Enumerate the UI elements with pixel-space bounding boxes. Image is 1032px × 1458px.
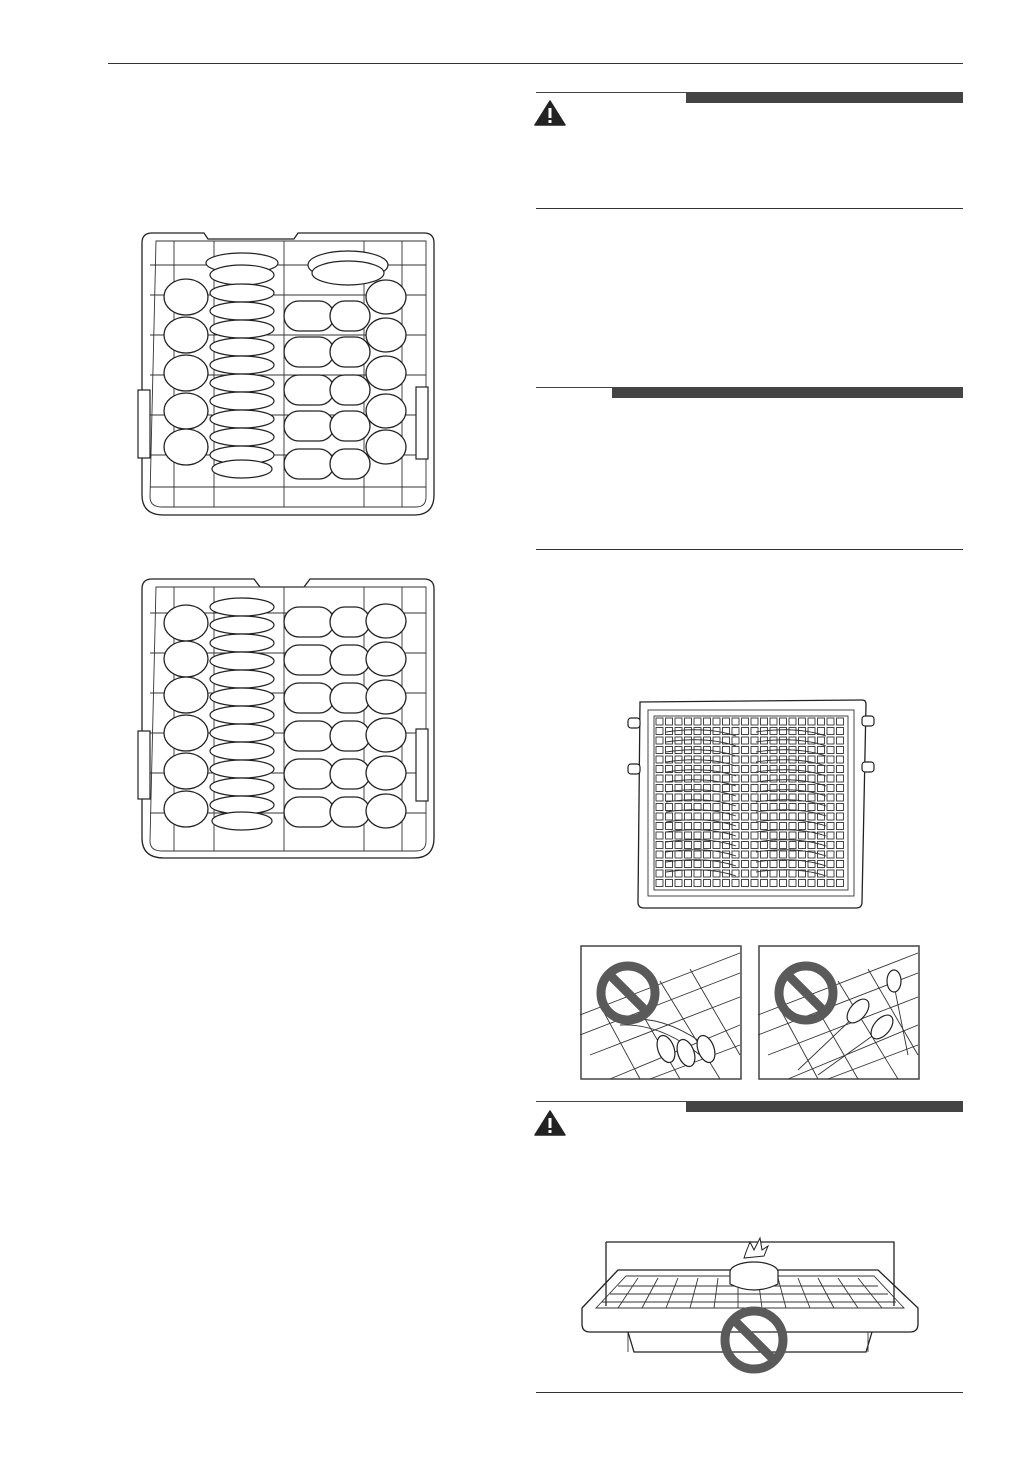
tray-grid-cell [742,766,749,773]
tray-grid-cell [694,737,701,744]
tray-grid-cell [685,861,692,868]
tray-grid-cell [675,842,682,849]
tray-grid-cell [675,823,682,830]
tray-grid-cell [837,861,844,868]
tray-grid-cell [713,804,720,811]
tray-grid-cell [827,823,834,830]
upper-rack-illustration-1 [134,225,444,520]
tray-grid-cell [799,794,806,801]
tray-grid-cell [789,851,796,858]
tray-grid-cell [704,766,711,773]
tray-grid-cell [656,804,663,811]
tray-grid-cell [827,832,834,839]
tray-grid-cell [837,775,844,782]
tray-grid-cell [837,737,844,744]
tray-grid-cell [666,785,673,792]
tray-grid-cell [837,785,844,792]
tray-grid-cell [666,718,673,725]
tray-grid-cell [827,737,834,744]
tray-grid-cell [751,794,758,801]
notice-header-band [612,387,963,398]
tray-grid-cell [789,880,796,887]
tray-grid-cell [685,832,692,839]
tray-grid-cell [761,804,768,811]
tray-grid-cell [837,870,844,877]
header-rule [108,63,963,64]
tray-grid-cell [694,823,701,830]
tray-grid-cell [694,861,701,868]
tray-grid-cell [656,823,663,830]
tray-grid-cell [770,718,777,725]
tray-grid-cell [789,842,796,849]
tray-grid-cell [694,766,701,773]
tray-grid-cell [808,870,815,877]
tray-grid-cell [808,718,815,725]
tray-grid-cell [685,823,692,830]
tray-grid-cell [685,870,692,877]
tray-grid-cell [789,861,796,868]
notice-header-rule [536,387,612,388]
tray-grid-cell [694,870,701,877]
tray-grid-cell [818,756,825,763]
tray-grid-cell [685,851,692,858]
tray-grid-cell [685,775,692,782]
tray-grid-cell [751,737,758,744]
tray-grid-cell [675,804,682,811]
tray-grid-cell [732,861,739,868]
tray-grid-cell [827,851,834,858]
tray-grid-cell [666,880,673,887]
tray-grid-cell [789,823,796,830]
tray-grid-cell [789,728,796,735]
tray-grid-cell [742,880,749,887]
tray-grid-cell [742,851,749,858]
tray-grid-cell [656,718,663,725]
tray-grid-cell [685,718,692,725]
tray-grid-cell [827,747,834,754]
tray-grid-cell [685,880,692,887]
tray-grid-cell [751,728,758,735]
tray-grid-cell [837,813,844,820]
tray-grid-cell [704,775,711,782]
tray-grid-cell [751,785,758,792]
tray-grid-cell [761,880,768,887]
tray-grid-cell [808,804,815,811]
tray-grid-cell [732,756,739,763]
tray-grid-cell [675,756,682,763]
tray-grid-cell [761,794,768,801]
tray-grid-cell [770,728,777,735]
tray-grid-cell [761,851,768,858]
tray-grid-cell [789,870,796,877]
tray-grid-cell [704,728,711,735]
tray-grid-cell [666,804,673,811]
tray-grid-cell [770,756,777,763]
tray-grid-cell [837,880,844,887]
tray-grid-cell [675,718,682,725]
tray-grid-cell [780,832,787,839]
tray-grid-cell [761,718,768,725]
prohibited-cutlery-illustration-1 [580,945,742,1080]
tray-grid-cell [694,880,701,887]
tray-grid-cell [818,775,825,782]
no-sign-icon [725,1311,783,1369]
tray-grid-cell [770,823,777,830]
tray-grid-cell [799,880,806,887]
tray-grid-cell [742,813,749,820]
tray-grid-cell [770,870,777,877]
tray-grid-cell [742,842,749,849]
tray-grid-cell [656,861,663,868]
tray-grid-cell [713,842,720,849]
tray-grid-cell [656,851,663,858]
tray-grid-cell [751,842,758,849]
tray-grid-cell [704,870,711,877]
tray-grid-cell [827,756,834,763]
warning-header-band-2 [686,1101,963,1112]
tray-grid-cell [732,813,739,820]
tray-grid-cell [799,842,806,849]
upper-rack-illustration-2 [134,573,444,863]
tray-grid-cell [666,832,673,839]
tray-grid-cell [723,804,730,811]
tray-grid-cell [751,747,758,754]
tray-grid-cell [827,880,834,887]
tray-grid-cell [827,870,834,877]
tray-grid-cell [808,775,815,782]
tray-grid-cell [742,747,749,754]
tray-grid-cell [742,775,749,782]
tray-grid-cell [799,851,806,858]
tray-grid-cell [789,766,796,773]
tray-grid-cell [808,785,815,792]
tray-grid-cell [837,832,844,839]
tray-grid-cell [704,804,711,811]
tray-grid-cell [827,842,834,849]
tray-grid-cell [675,766,682,773]
tray-grid-cell [827,785,834,792]
tray-grid-cell [656,880,663,887]
tray-grid-cell [789,775,796,782]
tray-grid-cell [751,832,758,839]
tray-grid-cell [818,747,825,754]
tray-grid-cell [713,813,720,820]
tray-grid-cell [656,737,663,744]
tray-grid-cell [704,880,711,887]
tray-grid-cell [827,718,834,725]
tray-grid-cell [732,718,739,725]
tray-grid-cell [827,861,834,868]
tray-grid-cell [694,851,701,858]
tray-grid-cell [656,832,663,839]
tray-grid-cell [713,823,720,830]
tray-grid-cell [732,728,739,735]
tray-grid-cell [770,813,777,820]
tray-grid-cell [656,870,663,877]
tray-grid-cell [799,718,806,725]
tray-grid-cell [837,756,844,763]
tray-grid-cell [799,747,806,754]
tray-grid-cell [732,804,739,811]
tray-grid-cell [827,775,834,782]
tray-grid-cell [732,737,739,744]
notice-footer-rule [536,549,963,550]
tray-grid-cell [770,804,777,811]
tray-grid-cell [694,842,701,849]
tray-grid-cell [694,718,701,725]
tray-grid-cell [675,851,682,858]
tray-grid-cell [837,804,844,811]
tray-grid-cell [799,804,806,811]
tray-grid-cell [780,775,787,782]
tray-grid-cell [751,804,758,811]
cutlery-tray-illustration [626,696,876,914]
tray-grid-cell [666,823,673,830]
tray-grid-cell [704,756,711,763]
tray-grid-cell [808,794,815,801]
tray-grid-cell [761,842,768,849]
tray-grid-cell [780,728,787,735]
tray-grid-cell [713,718,720,725]
tray-grid-cell [799,813,806,820]
tray-grid-cell [827,728,834,735]
tray-grid-cell [827,794,834,801]
tray-grid-cell [770,832,777,839]
tray-grid-cell [694,832,701,839]
tray-grid-cell [666,737,673,744]
tray-grid-cell [818,766,825,773]
tray-grid-cell [656,794,663,801]
tray-grid-cell [818,737,825,744]
tray-grid-cell [723,785,730,792]
tray-grid-cell [713,832,720,839]
warning-footer-rule-2 [536,1392,963,1393]
tray-grid-cell [780,851,787,858]
tray-grid-cell [751,870,758,877]
tray-grid-cell [675,880,682,887]
tray-grid-cell [761,747,768,754]
tray-grid-cell [770,766,777,773]
tray-grid-cell [780,870,787,877]
tray-grid-cell [770,851,777,858]
tray-grid-cell [675,832,682,839]
tray-grid-cell [675,861,682,868]
tray-grid-cell [685,766,692,773]
tray-grid-cell [742,737,749,744]
tray-grid-cell [751,718,758,725]
warning-triangle-icon [534,1110,566,1136]
tray-grid-cell [704,851,711,858]
tray-grid-cell [770,880,777,887]
tray-grid-cell [666,813,673,820]
tray-grid-cell [694,785,701,792]
tray-grid-cell [837,718,844,725]
tray-grid-cell [713,880,720,887]
tray-grid-cell [827,804,834,811]
tray-grid-cell [789,832,796,839]
tray-grid-cell [723,756,730,763]
warning-header-rule [536,92,686,93]
tray-grid-cell [656,756,663,763]
tray-grid-cell [837,842,844,849]
tray-grid-cell [780,842,787,849]
tray-grid-cell [808,823,815,830]
tray-grid-cell [780,813,787,820]
tray-grid-cell [656,842,663,849]
tray-grid-cell [732,880,739,887]
tray-grid-cell [751,813,758,820]
tray-grid-cell [685,785,692,792]
tray-grid-cell [675,813,682,820]
tray-grid-cell [780,823,787,830]
tray-grid-cell [742,794,749,801]
prohibited-cutlery-illustration-2 [758,945,920,1080]
tray-grid-cell [780,737,787,744]
tray-grid-cell [704,861,711,868]
warning-triangle-icon [534,100,566,126]
tray-grid-cell [723,880,730,887]
tray-grid-cell [827,813,834,820]
tray-grid-cell [780,785,787,792]
tray-grid-cell [656,785,663,792]
tray-grid-cell [808,728,815,735]
tray-grid-cell [656,728,663,735]
tray-grid-cell [799,823,806,830]
tray-grid-cell [723,851,730,858]
tray-grid-cell [780,718,787,725]
tray-grid-cell [656,747,663,754]
tray-grid-cell [694,813,701,820]
tray-grid-cell [704,813,711,820]
tray-grid-cell [713,785,720,792]
tray-grid-cell [837,766,844,773]
tray-grid-cell [694,775,701,782]
tray-grid-cell [742,832,749,839]
tray-grid-cell [713,747,720,754]
warning-footer-rule [536,208,963,209]
tray-grid-cell [713,737,720,744]
warning-header-band [686,92,963,103]
tray-grid-cell [732,766,739,773]
tray-grid-cell [742,728,749,735]
tray-grid-cell [761,756,768,763]
tray-grid-cell [694,728,701,735]
tray-grid-cell [808,813,815,820]
tray-grid-cell [723,718,730,725]
tray-grid-cell [656,813,663,820]
tray-grid-cell [742,823,749,830]
tray-grid-cell [742,804,749,811]
tray-grid-cell [827,766,834,773]
tray-grid-cell [837,728,844,735]
tray-grid-cell [799,861,806,868]
tray-grid-cell [789,718,796,725]
tray-grid-cell [742,718,749,725]
tray-grid-cell [723,766,730,773]
tray-grid-cell [742,756,749,763]
tray-grid-cell [704,832,711,839]
tray-grid-cell [789,813,796,820]
tray-grid-cell [666,794,673,801]
tray-grid-cell [818,718,825,725]
tray-grid-cell [837,851,844,858]
tray-grid-cell [780,880,787,887]
tray-grid-cell [656,775,663,782]
tray-grid-cell [685,728,692,735]
tray-grid-cell [713,794,720,801]
tray-grid-cell [799,756,806,763]
tray-grid-cell [837,794,844,801]
tray-grid-cell [742,870,749,877]
tray-grid-cell [799,832,806,839]
tray-grid-cell [732,851,739,858]
tray-grid-cell [704,842,711,849]
tray-grid-cell [685,813,692,820]
tray-grid-cell [723,775,730,782]
tray-grid-cell [704,718,711,725]
tray-grid-cell [751,823,758,830]
tray-grid-cell [742,861,749,868]
tray-grid-cell [704,823,711,830]
tray-grid-cell [761,823,768,830]
tray-grid-cell [666,747,673,754]
tray-grid-cell [685,737,692,744]
tray-grid-cell [656,766,663,773]
tray-grid-cell [761,813,768,820]
tray-grid-cell [780,861,787,868]
tray-grid-cell [751,880,758,887]
tray-grid-cell [770,861,777,868]
warning-header-rule-2 [536,1101,686,1102]
tray-grid-cell [818,880,825,887]
tray-grid-cell [770,775,777,782]
tray-grid-cell [723,794,730,801]
tray-grid-cell [751,775,758,782]
tray-grid-cell [837,823,844,830]
tray-grid-cell [770,842,777,849]
tray-grid-cell [685,842,692,849]
tray-grid-cell [808,880,815,887]
tray-grid-cell [780,766,787,773]
tray-grid-cell [742,785,749,792]
tray-grid-cell [732,747,739,754]
tray-grid-cell [837,747,844,754]
tray-grid-cell [666,842,673,849]
third-rack-prohibited-illustration [578,1228,922,1378]
tray-grid-cell [761,832,768,839]
